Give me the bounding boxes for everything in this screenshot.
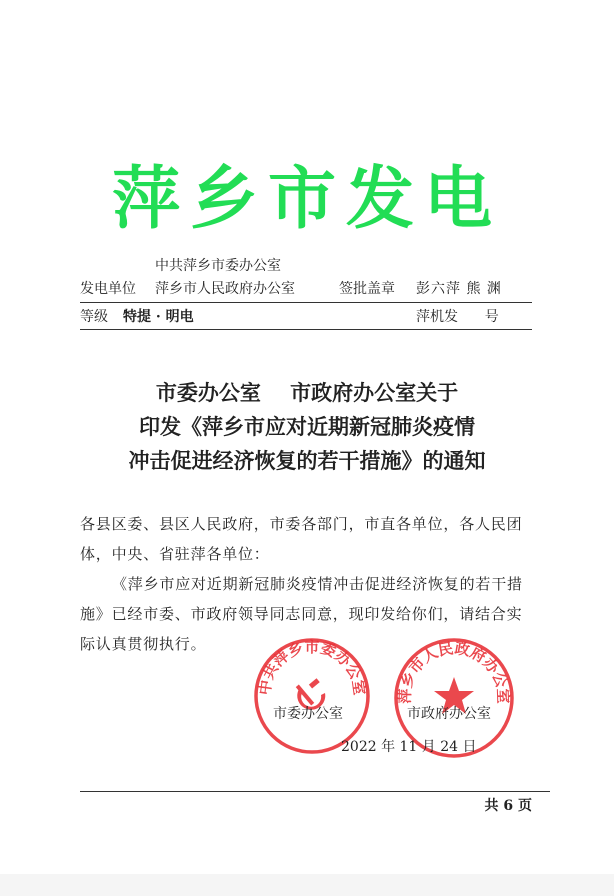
title-line-2: 印发《萍乡市应对近期新冠肺炎疫情 <box>139 414 475 439</box>
issuing-org-government: 萍乡市人民政府办公室 <box>155 281 295 297</box>
document-number: 萍机发 号 <box>416 309 499 325</box>
footer-divider <box>80 791 550 792</box>
grade-label: 等级 <box>80 309 108 325</box>
title-line-1: 市委办公室 市政府办公室关于 <box>155 380 459 405</box>
masthead-title: 萍乡市发电 <box>111 160 502 239</box>
issuing-org-party: 中共萍乡市委办公室 <box>155 258 281 274</box>
title-line-3: 冲击促进经济恢复的若干措施》的通知 <box>128 448 486 473</box>
issuing-unit-label: 发电单位 <box>80 281 136 297</box>
page-count: 共 6 页 <box>484 798 532 814</box>
signers: 彭六萍 熊 渊 <box>416 281 502 297</box>
recipients: 各县区委、县区人民政府，市委各部门，市直各单位，各人民团体，中央、省驻萍各单位： <box>80 515 523 563</box>
header-divider-top <box>80 302 532 303</box>
signature-date: 2022 年 11 月 24 日 <box>341 739 477 755</box>
party-seal-text: 中共萍乡市委办公室 <box>255 637 369 697</box>
signature-party-office: 市委办公室 <box>273 706 343 722</box>
signature-government-office: 市政府办公室 <box>407 706 491 722</box>
signature-stamp-label: 签批盖章 <box>339 281 395 297</box>
body-paragraph: 《萍乡市应对近期新冠肺炎疫情冲击促进经济恢复的若干措施》已经市委、市政府领导同志同意，现印发给你们，请结合实际认真贯彻执行。 <box>80 575 523 653</box>
grade-value: 特提 · 明电 <box>123 309 194 325</box>
government-seal-text: 萍乡市人民政府办公室 <box>395 639 513 704</box>
header-divider-bottom <box>80 329 532 330</box>
